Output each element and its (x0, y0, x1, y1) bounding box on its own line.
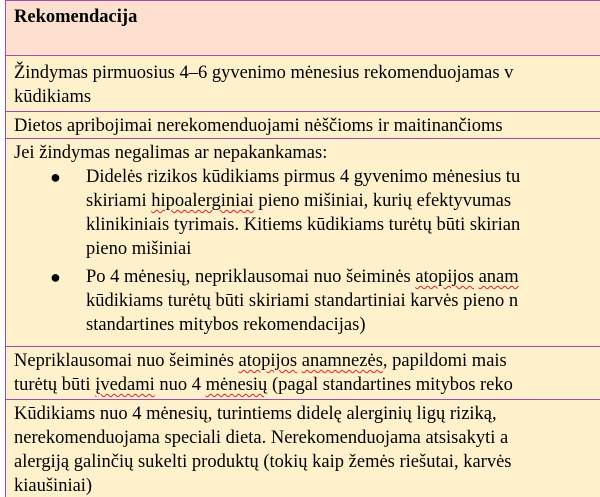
header-title: Rekomendacija (14, 7, 138, 27)
text-fragment: turėtų būti (14, 375, 96, 395)
text-fragment: skiriami (86, 191, 152, 211)
table-cell (6, 56, 600, 112)
table-cell (6, 139, 600, 347)
cell-text-line: kūdikiams (14, 87, 92, 107)
cell-text-line (14, 349, 600, 373)
list-text-line (86, 189, 600, 213)
cell-text-line: Dietos apribojimai nerekomenduojami nėščioms ir maitinančioms (14, 116, 503, 136)
text-fragment: pieno mišiniai, kurių efektyvumas (253, 191, 512, 211)
spellcheck-word: anamnezės (301, 351, 383, 371)
cell-text-line: Žindymas pirmuosius 4–6 gyvenimo mėnesius rekomenduojamas v (14, 63, 514, 83)
table-row (6, 347, 600, 400)
spellcheck-word: atopijos (415, 267, 474, 287)
recommendations-table (5, 0, 600, 497)
list-text-line: Didelės rizikos kūdikiams pirmus 4 gyvenimo mėnesius tu (86, 167, 521, 187)
list-item (50, 165, 600, 261)
text-fragment: nuo 4 (154, 375, 206, 395)
list-text-line: klinikiniais tyrimais. Kitiems kūdikiams turėtų būti skirian (86, 215, 521, 235)
spellcheck-word: atopijos (238, 351, 298, 371)
cell-text-line (14, 373, 600, 397)
list-text-line: standartines mitybos rekomendacijas) (86, 315, 366, 335)
list-text-line: pieno mišiniai (86, 239, 192, 259)
table-header-row (6, 1, 600, 56)
table-row (6, 56, 600, 112)
bullet-icon: ● (50, 267, 61, 287)
cell-text-line: kiaušiniai) (14, 476, 93, 496)
cell-text-line: alergiją galinčių sukelti produktų (tokių kaip žemės riešutai, karvės (14, 452, 512, 472)
list-text-line (86, 265, 600, 289)
text-fragment: (pagal standartines mitybos reko (267, 375, 513, 395)
table-row (6, 400, 600, 497)
bullet-list (14, 165, 600, 337)
list-item (50, 265, 600, 337)
table-cell (6, 112, 600, 139)
text-fragment: Po 4 mėnesių, nepriklausomai nuo šeiminės (86, 267, 416, 287)
list-text-line: kūdikiams turėtų būti skiriami standartiniai karvės pieno n (86, 291, 519, 311)
cell-text-line: nerekomenduojama speciali dieta. Nerekomenduojama atsisakyti a (14, 428, 509, 448)
spellcheck-word: mėnesių (205, 375, 268, 395)
text-fragment: , papildomi mais (382, 351, 507, 371)
table-cell (6, 347, 600, 400)
spellcheck-word: įvedami (95, 375, 155, 395)
text-fragment: Nepriklausomai nuo šeiminės (14, 351, 239, 371)
table-cell (6, 400, 600, 497)
header-cell (6, 1, 600, 56)
spellcheck-word: hipoalerginiai (151, 191, 254, 211)
cell-text-line: Kūdikiams nuo 4 mėnesių, turintiems didelę alerginių ligų riziką, (14, 404, 497, 424)
table-row (6, 112, 600, 139)
spellcheck-word: anam (478, 267, 519, 287)
table-row (6, 139, 600, 347)
cell-intro-text: Jei žindymas negalimas ar nepakankamas: (14, 143, 328, 163)
bullet-icon: ● (50, 167, 61, 187)
